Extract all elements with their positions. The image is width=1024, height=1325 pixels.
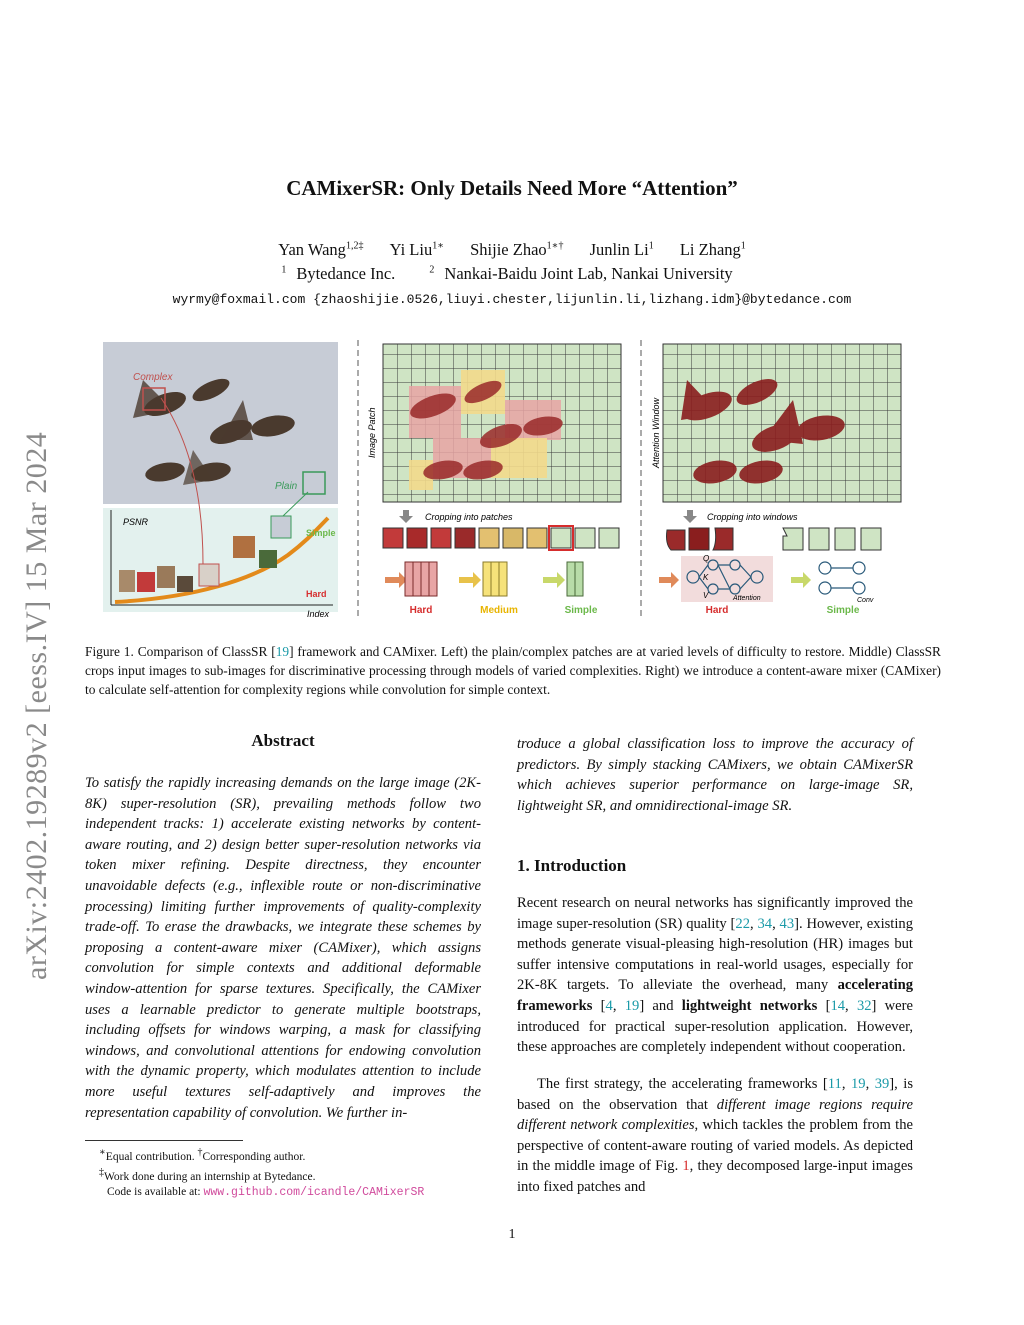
figure-caption: Figure 1. Comparison of ClassSR [19] framework and CAMixer. Left) the plain/complex patches are at varied levels of difficulty to restore. Middle) ClassSR crops input images to sub-images for discriminative processing through models of varied complexities. Right) we introduce a content-aware mixer (CAMixer) to calculate self-attention for complexity regions while convolution for simple context. (85, 644, 941, 697)
level-hard: Hard (705, 605, 729, 616)
index-axis-label: Index (307, 609, 330, 619)
level-hard: Hard (409, 605, 433, 616)
level-medium: Medium (480, 605, 518, 616)
abstract-body: To satisfy the rapidly increasing demands on the large image (2K-8K) super-resolution (SR), prevailing methods follow two independent tracks: 1) accelerate existing networks by content-aware routing, and 2) design better super-resolution networks via token mixer refining. Despite directness, they encounter unavoidable defects (e.g., inflexible route or non-discriminative processing) limiting further improvements of quality-complexity trade-off. To erase the drawbacks, we integrate these schemes by proposing a content-aware mixer (CAMixer), which assigns convolution for simple contexts and additional deformable window-attention for sparse textures. Specifically, the CAMixer uses a learnable predictor to generate multiple bootstraps, including offsets for windows warping, a mask for classifying windows, and convolutional attentions for endowing convolution with the dynamic property, which modulates attention to include more useful textures self-adaptively and improves the representation capability of convolution. We further in- (85, 775, 481, 1121)
citation-link[interactable]: 11 (827, 1076, 842, 1092)
arrow-icon (385, 572, 407, 588)
citation-link[interactable]: 19 (624, 997, 640, 1014)
q-label: Q (703, 554, 710, 563)
intro-paragraph-1: Recent research on neural networks has significantly improved the image super-resolution (SR) quality [22, 34, 43]. However, existing methods generate visual-pleasing high-resolution (HR) images but suffer intensive computations in real-world usages, especially for 2K-8K targets. To alleviate the overhead, many accelerating frameworks [4, 19] and lightweight networks [14, 32] were introduced for practical super-resolution application. However, these approaches are completely independent without cooperation. (517, 895, 914, 1056)
image-patch-label: Image Patch (367, 407, 377, 458)
down-arrow-icon (683, 510, 697, 523)
level-simple: Simple (564, 605, 598, 616)
abstract-continuation: troduce a global classification loss to improve the accuracy of predictors. By simply stacking CAMixers, we obtain CAMixerSR which achieves superior performance on large-image SR, lightweight SR, and omnidirectional-image SR. (517, 736, 913, 814)
footnote-code: Code is available at: www.github.com/icandle/CAMixerSR (107, 1185, 425, 1199)
page-number: 1 (508, 1227, 516, 1242)
author: Yan Wang$^{1,2\ddagger}$ (278, 240, 364, 259)
citation-link[interactable]: 39 (874, 1076, 890, 1092)
plain-label: Plain (275, 481, 298, 492)
footnote-equal: ∗Equal contribution. †Corresponding author. (99, 1147, 306, 1163)
conv-label: Conv (857, 597, 874, 604)
citation-link[interactable]: 14 (830, 997, 846, 1014)
author: Junlin Li$^1$ (589, 240, 654, 259)
attention-label: Attention (733, 595, 761, 602)
crop-patches-label: Cropping into patches (425, 512, 513, 522)
simple-label: Simple (306, 528, 336, 538)
citation-link[interactable]: 4 (605, 997, 613, 1014)
author: Li Zhang$^1$ (679, 240, 746, 259)
citation-link[interactable]: 43 (779, 915, 795, 932)
citation-link[interactable]: 19 (850, 1076, 866, 1092)
v-label: V (703, 591, 709, 600)
introduction-heading: 1. Introduction (517, 856, 627, 875)
affiliation: $^2$ Nankai-Baidu Joint Lab, Nankai University (429, 264, 733, 283)
arrow-icon (543, 572, 565, 588)
down-arrow-icon (399, 510, 413, 523)
affiliations (0, 264, 1024, 284)
arrow-icon (659, 572, 679, 588)
arrow-icon (791, 572, 811, 588)
footnotes (85, 1145, 485, 1200)
author: Yi Liu$^{1∗}$ (389, 240, 444, 259)
footnote-rule (85, 1140, 243, 1141)
psnr-axis-label: PSNR (123, 517, 149, 527)
author: Shijie Zhao$^{1∗\dagger}$ (470, 240, 564, 259)
arrow-icon (459, 572, 481, 588)
paper-title: CAMixerSR: Only Details Need More “Attention” (286, 176, 738, 200)
figure-reference-link[interactable]: 1 (682, 1158, 690, 1175)
middle-panel (367, 344, 621, 616)
right-panel (651, 344, 901, 616)
citation-link[interactable]: 32 (856, 997, 872, 1014)
author-emails: wyrmy@foxmail.com {zhaoshijie.0526,liuyi.chester,lijunlin.li,lizhang.idm}@bytedance.com (172, 292, 852, 307)
level-simple: Simple (826, 605, 860, 616)
complex-label: Complex (133, 372, 173, 383)
figure-1 (103, 340, 903, 620)
citation-link[interactable]: 19 (275, 644, 290, 659)
affiliation: $^1$ Bytedance Inc. (281, 264, 396, 283)
crop-windows-label: Cropping into windows (707, 512, 798, 522)
hard-label: Hard (306, 589, 327, 599)
attention-window-label: Attention Window (651, 398, 661, 468)
citation-link[interactable]: 22 (735, 915, 750, 932)
k-label: K (703, 573, 709, 582)
arxiv-identifier: arXiv:2402.19289v2 [eess.IV] 15 Mar 2024 (20, 431, 53, 980)
author-list (0, 240, 1024, 260)
abstract-heading: Abstract (251, 731, 315, 750)
footnote-intern: ‡Work done during an internship at Bytedance. (99, 1166, 316, 1183)
left-panel (103, 342, 338, 619)
citation-link[interactable]: 34 (757, 915, 773, 932)
code-url-link[interactable]: www.github.com/icandle/CAMixerSR (203, 1185, 425, 1199)
intro-paragraph-2: The first strategy, the accelerating frameworks [11, 19, 39], is based on the observation that different image regions require different network complexities, which tackles the problem from the perspective of content-aware routing of varied models. As depicted in the middle image of Fig. 1, they decomposed large-input images into fixed patches and (517, 1076, 914, 1195)
